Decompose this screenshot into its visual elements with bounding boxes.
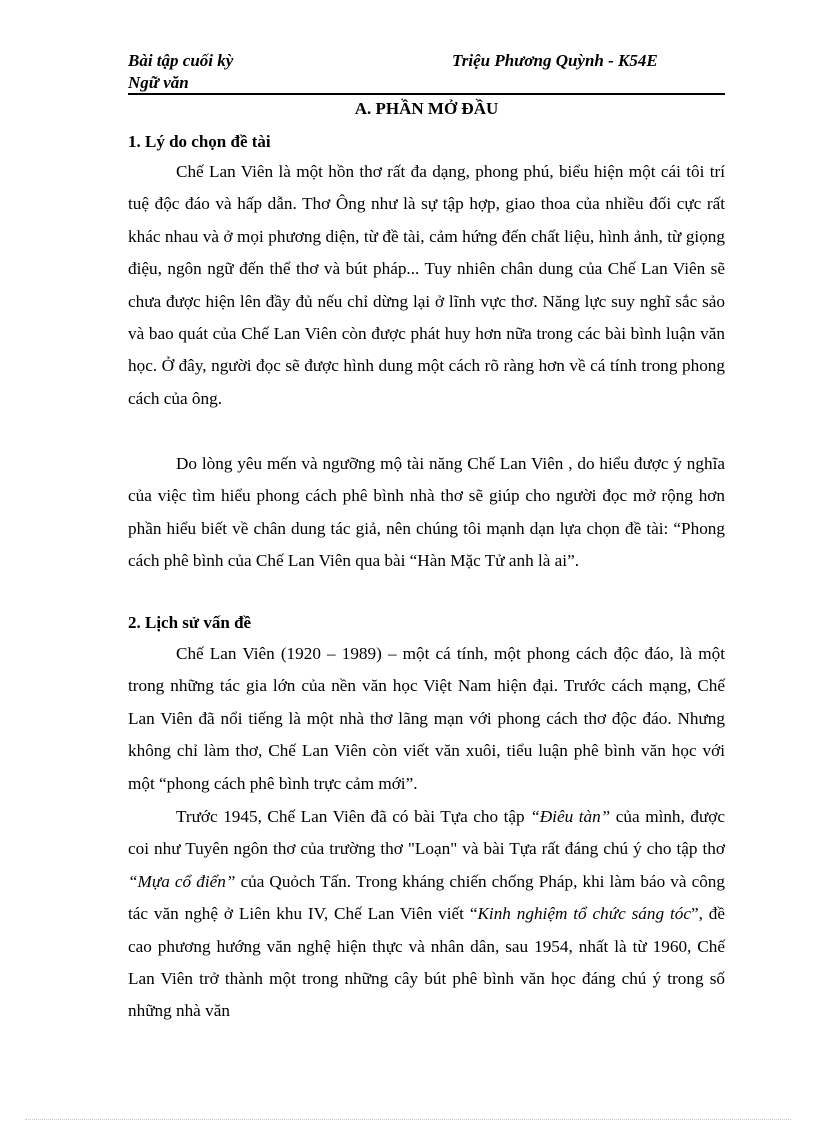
paragraph-4-text-2: của mình, được coi như Tuyên ngôn thơ của trường thơ "Loạn" và bài Tựa rất đáng chú ý cho tập thơ bbox=[128, 807, 725, 859]
header-course bbox=[128, 50, 233, 94]
paragraph-3: Chế Lan Viên (1920 – 1989) – một cá tính, một phong cách độc đáo, là một trong những tác gia lớn của nền văn học Việt Nam hiện đại. Trước cách mạng, Chế Lan Viên đã nổi tiếng là một nhà thơ lãng mạn với phong cách thơ độc đáo. Nhưng không chỉ làm thơ, Chế Lan Viên còn viết văn xuôi, tiểu luận phê bình văn học với một “phong cách phê bình trực cảm mới”. bbox=[128, 644, 725, 793]
section-title-1: 1. Lý do chọn đề tài bbox=[128, 132, 271, 151]
part-title: A. PHẦN MỞ ĐẦU bbox=[354, 99, 499, 118]
paragraph-1: Chế Lan Viên là một hồn thơ rất đa dạng, phong phú, biểu hiện một cái tôi trí tuệ độc đáo và hấp dẫn. Thơ Ông như là sự tập hợp, giao thoa của nhiều đối cực rất khác nhau và ở mọi phương diện, từ đề tài, cảm hứng đến chất liệu, hình ảnh, từ giọng điệu, ngôn ngữ đến thể thơ và bút pháp... Tuy nhiên chân dung của Chế Lan Viên sẽ chưa được hiện lên đầy đủ nếu chỉ dừng lại ở lĩnh vực thơ. Năng lực suy nghĩ sắc sảo và bao quát của Chế Lan Viên còn được phát huy hơn nữa trong các bài bình luận văn học. Ở đây, người đọc sẽ được hình dung một cách rõ ràng hơn về cá tính trong phong cách của ông. bbox=[128, 162, 725, 408]
page-bottom-dotted-line bbox=[25, 1119, 791, 1120]
header-author: Triệu Phương Quỳnh - K54E bbox=[452, 51, 658, 70]
paragraph-4-text-4: ”, đề cao phương hướng văn nghệ hiện thực và nhân dân, sau 1954, nhất là từ 1960, Chế Lan Viên trở thành một trong những cây bút phê bình văn học đáng chú ý trong số những nhà văn bbox=[128, 904, 726, 1021]
paragraph-4 bbox=[128, 801, 725, 1028]
header-course-line1: Bài tập cuối kỳ bbox=[128, 51, 234, 70]
paragraph-4-text-1: Trước 1945, Chế Lan Viên đã có bài Tựa cho tập bbox=[176, 807, 531, 826]
header-course-line2: Ngữ văn bbox=[128, 73, 189, 92]
header-divider bbox=[128, 93, 725, 95]
paragraph-4-text-3: của Quỏch Tấn. Trong kháng chiến chống Pháp, khi làm báo và công tác văn nghệ ở Liên khu IV, Chế Lan Viên viết “ bbox=[128, 871, 725, 924]
section-title-2: 2. Lịch sử vấn đề bbox=[128, 613, 252, 632]
paragraph-2: Do lòng yêu mến và ngưỡng mộ tài năng Chế Lan Viên , do hiểu được ý nghĩa của việc tìm hiểu phong cách phê bình nhà thơ sẽ giúp cho người đọc mở rộng hơn phần hiểu biết về chân dung tác giả, nên chúng tôi mạnh dạn lựa chọn đề tài: “Phong cách phê bình của Chế Lan Viên qua bài “Hàn Mặc Tử anh là ai”. bbox=[128, 454, 725, 571]
paragraph-4-italic-3: Kinh nghiệm tổ chức sáng tóc bbox=[477, 904, 691, 924]
paragraph-4-italic-1: “Điêu tàn” bbox=[530, 807, 611, 826]
paragraph-4-italic-2: “Mựa cổ điển” bbox=[128, 871, 236, 891]
